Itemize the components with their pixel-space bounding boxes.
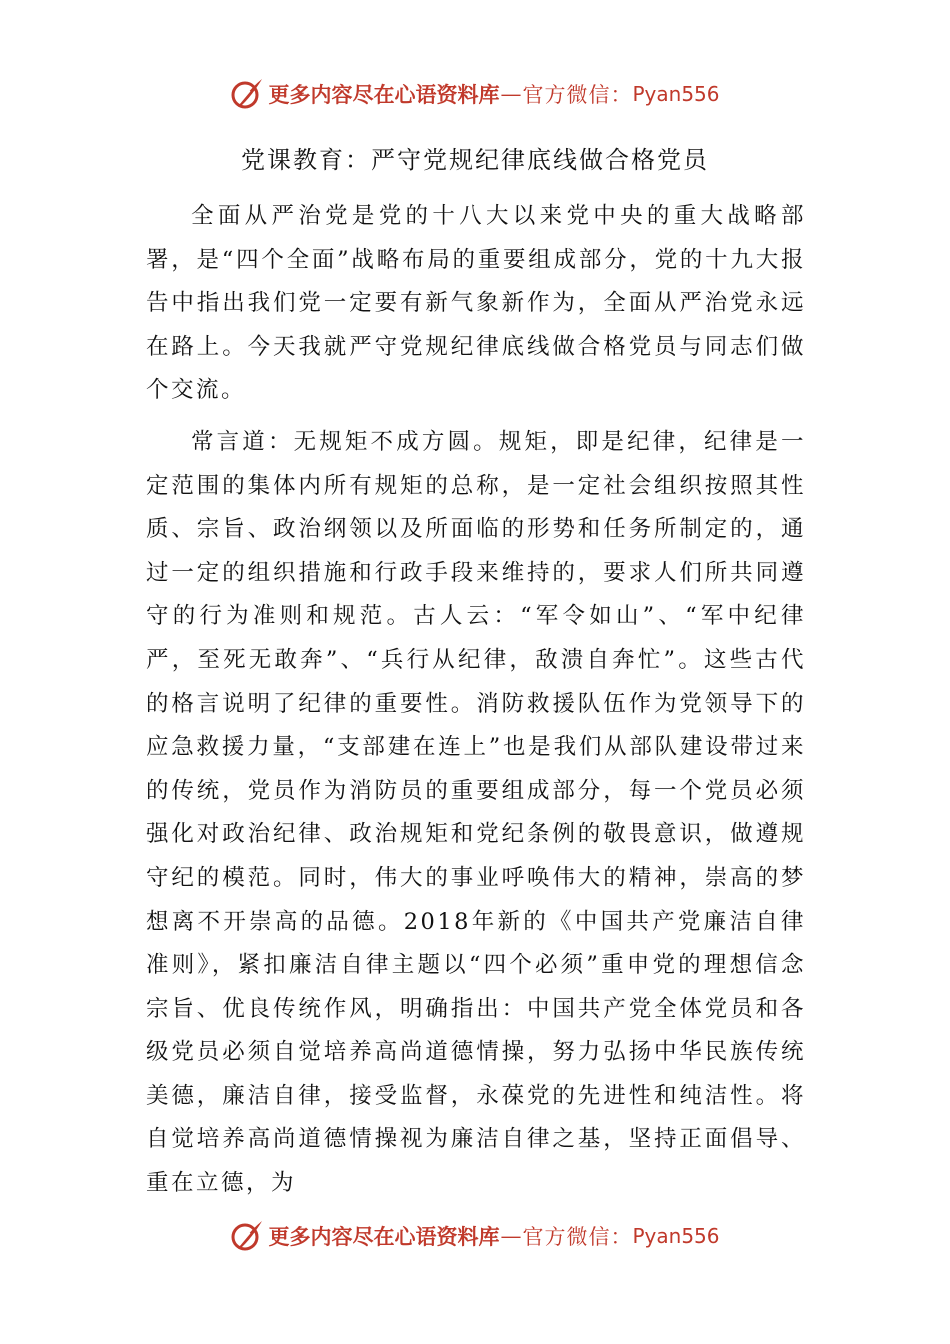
document-title: 党课教育：严守党规纪律底线做合格党员 [241, 146, 709, 174]
paragraph: 常言道：无规矩不成方圆。规矩，即是纪律，纪律是一定范围的集体内所有规矩的总称，是一定社会组织按照其性质、宗旨、政治纲领以及所面临的形势和任务所制定的，通过一定的组织措施和行政手段来维持的，要求人们所共同遵守的行为准则和规范。古人云：“军令如山”、“军中纪律严，至死无敢奔”、“兵行从纪律，敌溃自奔忙”。这些古代的格言说明了纪律的重要性。消防救援队伍作为党领导下的应急救援力量，“支部建在连上”也是我们从部队建设带过来的传统，党员作为消防员的重要组成部分，每一个党员必须强化对政治纪律、政治规矩和党纪条例的敬畏意识，做遵规守纪的模范。同时，伟大的事业呼唤伟大的精神，崇高的梦想离不开崇高的品德。2018年新的《中国共产党廉洁自律准则》，紧扣廉洁自律主题以“四个必须”重申党的理想信念宗旨、优良传统作风，明确指出：中国共产党全体党员和各级党员必须自觉培养高尚道德情操，努力弘扬中华民族传统美德，廉洁自律，接受监督，永葆党的先进性和纯洁性。将自觉培养高尚道德情操视为廉洁自律之基，坚持正面倡导、重在立德，为 [146, 428, 806, 1197]
document-body [146, 195, 806, 1214]
quill-logo-icon [230, 1219, 264, 1253]
banner-separator: — [500, 82, 522, 106]
wechat-id: Pyan556 [632, 1224, 720, 1248]
site-name: 更多内容尽在心语资料库 [268, 82, 500, 107]
banner-separator: — [500, 1224, 522, 1248]
wechat-id: Pyan556 [632, 82, 720, 106]
header-banner [0, 74, 950, 114]
contact-label: 官方微信： [522, 83, 633, 107]
paragraph: 全面从严治党是党的十八大以来党中央的重大战略部署，是“四个全面”战略布局的重要组成部分，党的十九大报告中指出我们党一定要有新气象新作为，全面从严治党永远在路上。今天我就严守党规纪律底线做合格党员与同志们做个交流。 [146, 203, 806, 404]
quill-logo-icon [230, 77, 264, 111]
site-name: 更多内容尽在心语资料库 [268, 1224, 500, 1249]
footer-banner [0, 1216, 950, 1256]
contact-label: 官方微信： [522, 1225, 633, 1249]
